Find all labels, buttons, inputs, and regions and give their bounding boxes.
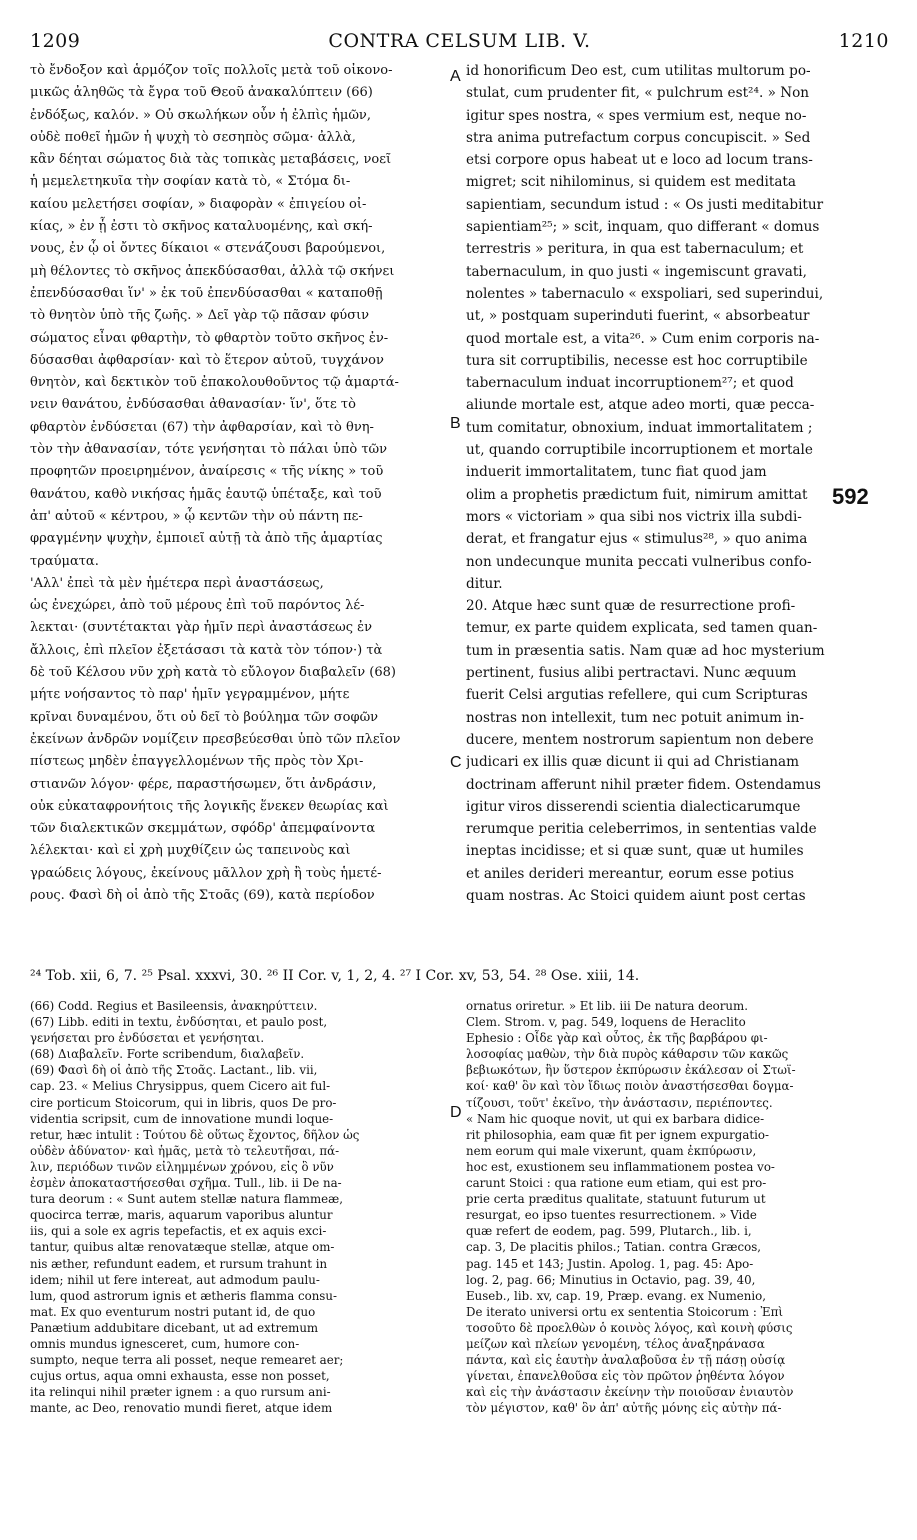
footnote-line: ornatus oriretur. » Et lib. iii De natura deorum. [466, 999, 748, 1013]
latin-text-line: ducere, mentem nostrorum sapientum non debere [466, 731, 814, 748]
footnote-line: tura deorum : « Sunt autem stellæ natura flammeæ, [30, 1192, 343, 1207]
greek-text-line: θανάτου, καθὸ νικήσας ἡμᾶς ἑαυτῷ ὑπέταξε, καὶ τοῦ [30, 486, 382, 502]
latin-text-line: id honorificum Deo est, cum utilitas multorum po- [466, 63, 811, 79]
latin-text-line: doctrinam afferunt nihil præter fidem. Ostendamus [466, 776, 821, 793]
greek-text-line: ἐνδόξως, καλόν. » Οὐ σκωλήκων οὖν ἡ ἐλπὶς ἡμῶν, [30, 107, 371, 123]
latin-text-line: nolentes » tabernaculo « exspoliari, sed superindui, [466, 285, 824, 302]
greek-text-line: τὸν τὴν ἀθανασίαν, τότε γενήσηται τὸ πάλαι ὑπὸ τῶν [30, 442, 388, 458]
latin-text-line: sapientiam²⁵; » scit, inquam, quo differant « domus [466, 219, 820, 236]
greek-text-line: κρῖναι δυναμένου, ὅτι οὐ δεῖ τὸ βούλημα τῶν σοφῶν [30, 709, 379, 725]
margin-column-number: 592 [832, 484, 869, 509]
footnote-line: βεβιωκότων, ἣν ὕστερον ἐκπύρωσιν ἐκάλεσαν οἱ Στωϊ- [466, 1063, 796, 1078]
greek-text-line: ἀπ' αὐτοῦ « κέντρου, » ᾧ κεντῶν τὴν οὐ πάντη πε- [30, 508, 363, 524]
footnote-line: (67) Libb. editi in textu, ἐνδύσηται, et paulo post, [30, 1015, 328, 1030]
footnote-line: iis, qui a sole ex agris tepefactis, et ex aquis exci- [30, 1224, 327, 1239]
greek-text-line: δύσασθαι ἀφθαρσίαν· καὶ τὸ ἕτερον αὐτοῦ, τυγχάνον [30, 352, 384, 368]
margin-letter-d: D [450, 1104, 462, 1121]
footnote-line: quæ refert de eodem, pag. 599, Plutarch., lib. i, [466, 1224, 752, 1239]
scripture-references: ²⁴ Tob. xii, 6, 7. ²⁵ Psal. xxxvi, 30. ²⁶ II Cor. v, 1, 2, 4. ²⁷ I Cor. xv, 53, 54. ²⁸ Ose. xiii, 14. [30, 968, 640, 984]
greek-text-line: λεκται· (συντέτακται γὰρ ἡμῖν περὶ ἀναστάσεως ἐν [30, 620, 373, 636]
latin-text-line: terrestris » peritura, in qua est tabernaculum; et [466, 241, 804, 258]
footnote-line: Clem. Strom. v, pag. 549, loquens de Heraclito [466, 1015, 746, 1030]
footnote-line: videntia scripsit, cum de innovatione mundi loque- [30, 1111, 334, 1126]
footnote-line: λιν, περιόδων τινῶν εἰλημμένων χρόνου, εἰς ὃ νῦν [30, 1159, 334, 1174]
greek-text-line: δὲ τοῦ Κέλσου νῦν χρὴ κατὰ τὸ εὔλογον διαβαλεῖν (68) [30, 665, 396, 681]
latin-text-line: quam nostras. Ac Stoici quidem aiunt post certas [466, 887, 806, 904]
footnote-line: (66) Codd. Regius et Basileensis, ἀνακηρύττειν. [30, 999, 318, 1013]
latin-text-line: fuerit Celsi argutias refellere, qui cum Scripturas [466, 687, 808, 704]
latin-text-line: tum in præsentia satis. Nam quæ ad hoc mysterium [466, 642, 825, 659]
greek-text-line: τὸ ἔνδοξον καὶ ἁρμόζον τοῖς πολλοῖς μετὰ τοῦ οἰκονο- [30, 63, 393, 78]
footnote-line: λοσοφίας μαθὼν, τὴν διὰ πυρὸς κάθαρσιν τῶν κακῶς [466, 1047, 789, 1062]
footnote-line: πάντα, καὶ εἰς ἑαυτὴν ἀναλαβοῦσα ἐν τῇ πάσῃ οὐσίᾳ [466, 1353, 786, 1368]
footnote-line: sumpto, neque terra ali posset, neque remearet aer; [30, 1353, 344, 1368]
footnote-line: Euseb., lib. xv, cap. 19, Præp. evang. ex Numenio, [466, 1288, 767, 1303]
greek-text-line: μικῶς ἀληθῶς τὰ ἔγρα τοῦ Θεοῦ ἀνακαλύπτειν (66) [30, 85, 373, 101]
greek-text-line: φθαρτὸν ἐνδύσεται (67) τὴν ἀφθαρσίαν, καὶ τὸ θνη- [30, 419, 374, 435]
footnote-line: τίζουσι, τοῦτ' ἐκεῖνο, τὴν ἀνάστασιν, περιέποντες. [466, 1095, 773, 1110]
latin-text-line: aliunde mortale est, atque adeo morti, quæ pecca- [466, 397, 815, 414]
footnote-line: cap. 23. « Melius Chrysippus, quem Cicero ait ful- [30, 1079, 331, 1094]
latin-text-line: tura sit corruptibilis, necesse est hoc corruptibile [466, 352, 808, 369]
greek-text-line: 'Αλλ' ἐπεὶ τὰ μὲν ἡμέτερα περὶ ἀναστάσεως, [30, 575, 324, 591]
margin-letter-a: A [450, 68, 461, 85]
greek-text-line: φραγμένην ψυχὴν, ἐμποιεῖ αὐτῇ τὰ ἀπὸ τῆς ἁμαρτίας [30, 531, 383, 547]
footnote-line: omnis mundus ignesceret, cum, humore con- [30, 1336, 300, 1351]
footnote-line: τοσοῦτο δὲ προελθὼν ὁ κοινὸς λόγος, καὶ κοινὴ φύσις [466, 1320, 793, 1335]
footnote-line: ἐσμὲν ἀποκαταστήσεσθαι σχῆμα. Tull., lib. ii De na- [30, 1176, 342, 1191]
footnote-line: retur, hæc intulit : Τούτου δὲ οὕτως ἔχοντος, δῆλον ὡς [30, 1127, 360, 1142]
footnote-line: γίνεται, ἐπανελθοῦσα εἰς τὸν πρῶτον ῥηθέντα λόγον [466, 1369, 785, 1384]
latin-text-line: non undecunque munita peccati vulneribus confo- [466, 553, 812, 570]
footnotes-left [30, 998, 448, 1416]
latin-text-line: 20. Atque hæc sunt quæ de resurrectione profi- [466, 598, 796, 615]
latin-text-line: ut, quando corruptibile incorruptionem et mortale [466, 442, 813, 459]
greek-text-line: μήτε νοήσαντος τὸ παρ' ἡμῖν γεγραμμένον, μήτε [30, 687, 350, 703]
greek-text-line: ἄλλοις, ἐπὶ πλεῖον ἐξετάσασι τὰ κατὰ τὸν τόπον·) τὰ [30, 642, 383, 658]
latin-text-line: derat, et frangatur ejus « stimulus²⁸, » quo anima [466, 531, 808, 548]
latin-text-line: et aniles derideri mereantur, eorum esse potius [466, 865, 794, 882]
greek-text-line: μὴ θέλοντες τὸ σκῆνος ἀπεκδύσασθαι, ἀλλὰ τῷ σκήνει [30, 263, 395, 279]
greek-text-line: λέλεκται· καὶ εἰ χρὴ μυχθίζειν ὡς ταπεινοὺς καὶ [30, 843, 351, 859]
footnote-line: Panætium addubitare dicebant, ut ad extremum [30, 1320, 319, 1335]
footnotes-right [466, 998, 890, 1416]
footnote-line: mat. Ex quo eventurum nostri putant id, de quo [30, 1304, 316, 1319]
footnote-line: cap. 3, De placitis philos.; Tatian. contra Græcos, [466, 1240, 762, 1255]
latin-text-column [466, 60, 890, 907]
latin-text-line: temur, ex parte quidem explicata, sed tamen quan- [466, 620, 818, 637]
footnote-line: τὸν μέγιστον, καθ' ὃν ἀπ' αὐτῆς μόνης εἰς αὐτὴν πά- [466, 1401, 782, 1416]
greek-text-line: γραώδεις λόγους, ἐκείνους μᾶλλον χρὴ ἢ τοὺς ἡμετέ- [30, 865, 382, 881]
footnote-line: Ephesio : Οἶδε γὰρ καὶ οὗτος, ἐκ τῆς βαρβάρου φι- [466, 1031, 768, 1046]
latin-text-line: tabernaculum, in quo justi « ingemiscunt gravati, [466, 263, 807, 280]
latin-text-line: migret; scit nihilominus, si quidem est meditata [466, 174, 797, 191]
footnote-line: (68) Διαβαλεῖν. Forte scribendum, διαλαβεῖν. [30, 1047, 305, 1062]
footnote-line: ita relinqui nihil præter ignem : a quo rursum ani- [30, 1385, 331, 1400]
greek-text-line: σώματος εἶναι φθαρτὴν, τὸ φθαρτὸν τοῦτο σκῆνος ἐν- [30, 330, 389, 346]
running-title: CONTRA CELSUM LIB. V. [328, 30, 591, 52]
latin-text-line: igitur spes nostra, « spes vermium est, neque no- [466, 107, 807, 124]
latin-text-line: stulat, cum prudenter fit, « pulchrum est²⁴. » Non [466, 85, 810, 102]
latin-text-line: induerit immortalitatem, tunc fiat quod jam [466, 464, 767, 481]
page-number-left: 1209 [30, 30, 81, 52]
latin-text-line: quod mortale est, a vita²⁶. » Cum enim corporis na- [466, 330, 820, 347]
greek-text-line: τραύματα. [30, 553, 99, 569]
footnote-line: resurgat, eo ipso tuentes resurrectionem. » Vide [466, 1208, 757, 1223]
latin-text-line: olim a prophetis prædictum fuit, nimirum amittat [466, 486, 808, 503]
footnote-line: De iterato universi ortu ex sententia Stoicorum : Ἐπὶ [466, 1304, 783, 1319]
greek-text-line: νειν θανάτου, ἐνδύσασθαι ἀθανασίαν· ἵν', ὅτε τὸ [30, 397, 356, 413]
greek-text-line: πίστεως μηδὲν ἐπαγγελλομένων τῆς πρὸς τὸν Χρι- [30, 754, 364, 770]
greek-text-line: ἐπενδύσασθαι ἵν' » ἐκ τοῦ ἐπενδύσασθαι « καταποθῇ [30, 285, 383, 301]
page-header [30, 30, 889, 58]
footnote-line: γενήσεται pro ἐνδύσεται et γενήσηται. [30, 1031, 265, 1046]
greek-text-line: ρους. Φασὶ δὴ οἱ ἀπὸ τῆς Στοᾶς (69), κατὰ περίοδον [30, 887, 375, 903]
footnote-line: log. 2, pag. 66; Minutius in Octavio, pag. 39, 40, [466, 1272, 756, 1287]
latin-text-line: judicari ex illis quæ dicunt ii qui ad Christianam [466, 754, 800, 771]
greek-text-line: οὐκ εὐκαταφρονήτοις τῆς λογικῆς ἕνεκεν θεωρίας καὶ [30, 798, 389, 814]
footnote-line: quocirca terræ, maris, aquarum vaporibus aluntur [30, 1208, 333, 1223]
latin-text-line: igitur viros disserendi scientia dialecticarumque [466, 798, 801, 815]
footnote-line: (69) Φασὶ δὴ οἱ ἀπὸ τῆς Στοᾶς. Lactant., lib. vii, [30, 1063, 318, 1078]
greek-text-line: ἐκείνων ἀνδρῶν νομίζειν πρεσβεύεσθαι ὑπὸ τῶν πλεῖον [30, 731, 401, 747]
footnote-line: cujus ortus, aqua omni exhausta, esse non posset, [30, 1369, 330, 1384]
greek-text-line: καίου μελετήσει σοφίαν, » διαφορὰν « ἐπιγείου οἰ- [30, 196, 367, 212]
footnote-line: rit philosophia, eam quæ fit per ignem expurgatio- [466, 1127, 769, 1142]
footnote-line: carunt Stoici : qua ratione eum etiam, qui est pro- [466, 1176, 767, 1191]
latin-text-line: rerumque peritia celeberrimos, in sententias valde [466, 821, 817, 838]
latin-text-line: sapientiam, secundum istud : « Os justi meditabitur [466, 196, 824, 213]
greek-text-line: οὐδὲ ποθεῖ ἡμῶν ἡ ψυχὴ τὸ σεσηπὸς σῶμα· ἀλλὰ, [30, 129, 356, 145]
footnote-line: οὐδὲν ἀδύνατον· καὶ ἡμᾶς, μετὰ τὸ τελευτῆσαι, πά- [30, 1143, 340, 1158]
footnote-line: tantur, quibus altæ renovatæque stellæ, atque om- [30, 1240, 335, 1255]
latin-text-line: etsi corpore opus habeat ut e loco ad locum trans- [466, 152, 813, 169]
greek-text-line: κίας, » ἐν ᾗ ἐστι τὸ σκῆνος καταλυομένης, καὶ σκή- [30, 219, 373, 235]
greek-text-column [30, 60, 448, 907]
latin-text-line: tum comitatur, obnoxium, induat immortalitatem ; [466, 419, 813, 436]
footnote-line: « Nam hic quoque novit, ut qui ex barbara didice- [466, 1111, 765, 1126]
greek-text-line: τῶν διαλεκτικῶν σκεμμάτων, σφόδρ' ἀπεμφαίνοντα [30, 821, 376, 837]
greek-text-line: τὸ θνητὸν ὑπὸ τῆς ζωῆς. » Δεῖ γὰρ τῷ πᾶσαν φύσιν [30, 308, 370, 324]
margin-letter-c: C [450, 754, 462, 771]
footnote-line: hoc est, exustionem seu inflammationem postea vo- [466, 1159, 775, 1174]
footnote-line: mante, ac Deo, renovatio mundi fieret, atque idem [30, 1401, 333, 1416]
footnote-line: lum, quod astrorum ignis et ætheris flamma consu- [30, 1288, 337, 1303]
footnote-line: καὶ εἰς τὴν ἀνάστασιν ἐκείνην τὴν ποιοῦσαν ἐνιαυτὸν [466, 1385, 794, 1400]
latin-text-line: tabernaculum induat incorruptionem²⁷; et quod [466, 375, 794, 392]
greek-text-line: στιανῶν λόγον· φέρε, παραστήσωμεν, ὅτι ἀνδράσιν, [30, 776, 377, 792]
footnote-line: nem eorum qui male vixerunt, quam ἐκπύρωσιν, [466, 1143, 757, 1158]
greek-text-line: προφητῶν προειρημένον, ἀναίρεσις « τῆς νίκης » τοῦ [30, 464, 384, 480]
greek-text-line: θνητὸν, καὶ δεκτικὸν τοῦ ἐπακολουθοῦντος τῷ ἁμαρτά- [30, 375, 399, 391]
footnote-line: cire porticum Stoicorum, qui in libris, quos De pro- [30, 1095, 337, 1110]
page-number-right: 1210 [838, 30, 889, 52]
greek-text-line: νους, ἐν ᾧ οἱ ὄντες δίκαιοι « στενάζουσι βαρούμενοι, [30, 241, 386, 257]
footnote-line: κοί· καθ' ὃν καὶ τὸν ἴδιως ποιὸν ἀναστήσεσθαι δογμα- [466, 1079, 794, 1094]
greek-text-line: κἂν δέηται σώματος διὰ τὰς τοπικὰς μεταβάσεις, νοεῖ [30, 152, 392, 168]
margin-letter-b: B [450, 415, 461, 432]
latin-text-line: pertinent, fusius alibi pertractavi. Nunc æquum [466, 665, 797, 682]
latin-text-line: stra anima putrefactum corpus concupiscit. » Sed [466, 129, 811, 146]
greek-text-line: ἡ μεμελετηκυῖα τὴν σοφίαν κατὰ τὸ, « Στόμα δι- [30, 174, 351, 190]
latin-text-line: mors « victoriam » qua sibi nos victrix illa subdi- [466, 508, 802, 525]
footnote-line: μείζων καὶ πλείων γενομένη, τέλος ἀναξηράνασα [466, 1336, 765, 1351]
latin-text-line: nostras non intellexit, tum nec potuit animum in- [466, 709, 804, 726]
footnote-line: idem; nihil ut fere intereat, aut admodum paulu- [30, 1272, 320, 1287]
footnote-line: prie certa præditus qualitate, statuunt futurum ut [466, 1192, 766, 1207]
footnote-line: pag. 145 et 143; Justin. Apolog. 1, pag. 45: Apo- [466, 1256, 754, 1271]
latin-text-line: ineptas incidisse; et si quæ sunt, quæ ut humiles [466, 843, 804, 860]
latin-text-line: ut, » postquam superinduti fuerint, « absorbeatur [466, 308, 810, 325]
greek-text-line: ὡς ἐνεχώρει, ἀπὸ τοῦ μέρους ἐπὶ τοῦ παρόντος λέ- [30, 598, 365, 614]
latin-text-line: ditur. [466, 575, 503, 592]
footnote-line: nis æther, refundunt eadem, et rursum trahunt in [30, 1256, 328, 1271]
